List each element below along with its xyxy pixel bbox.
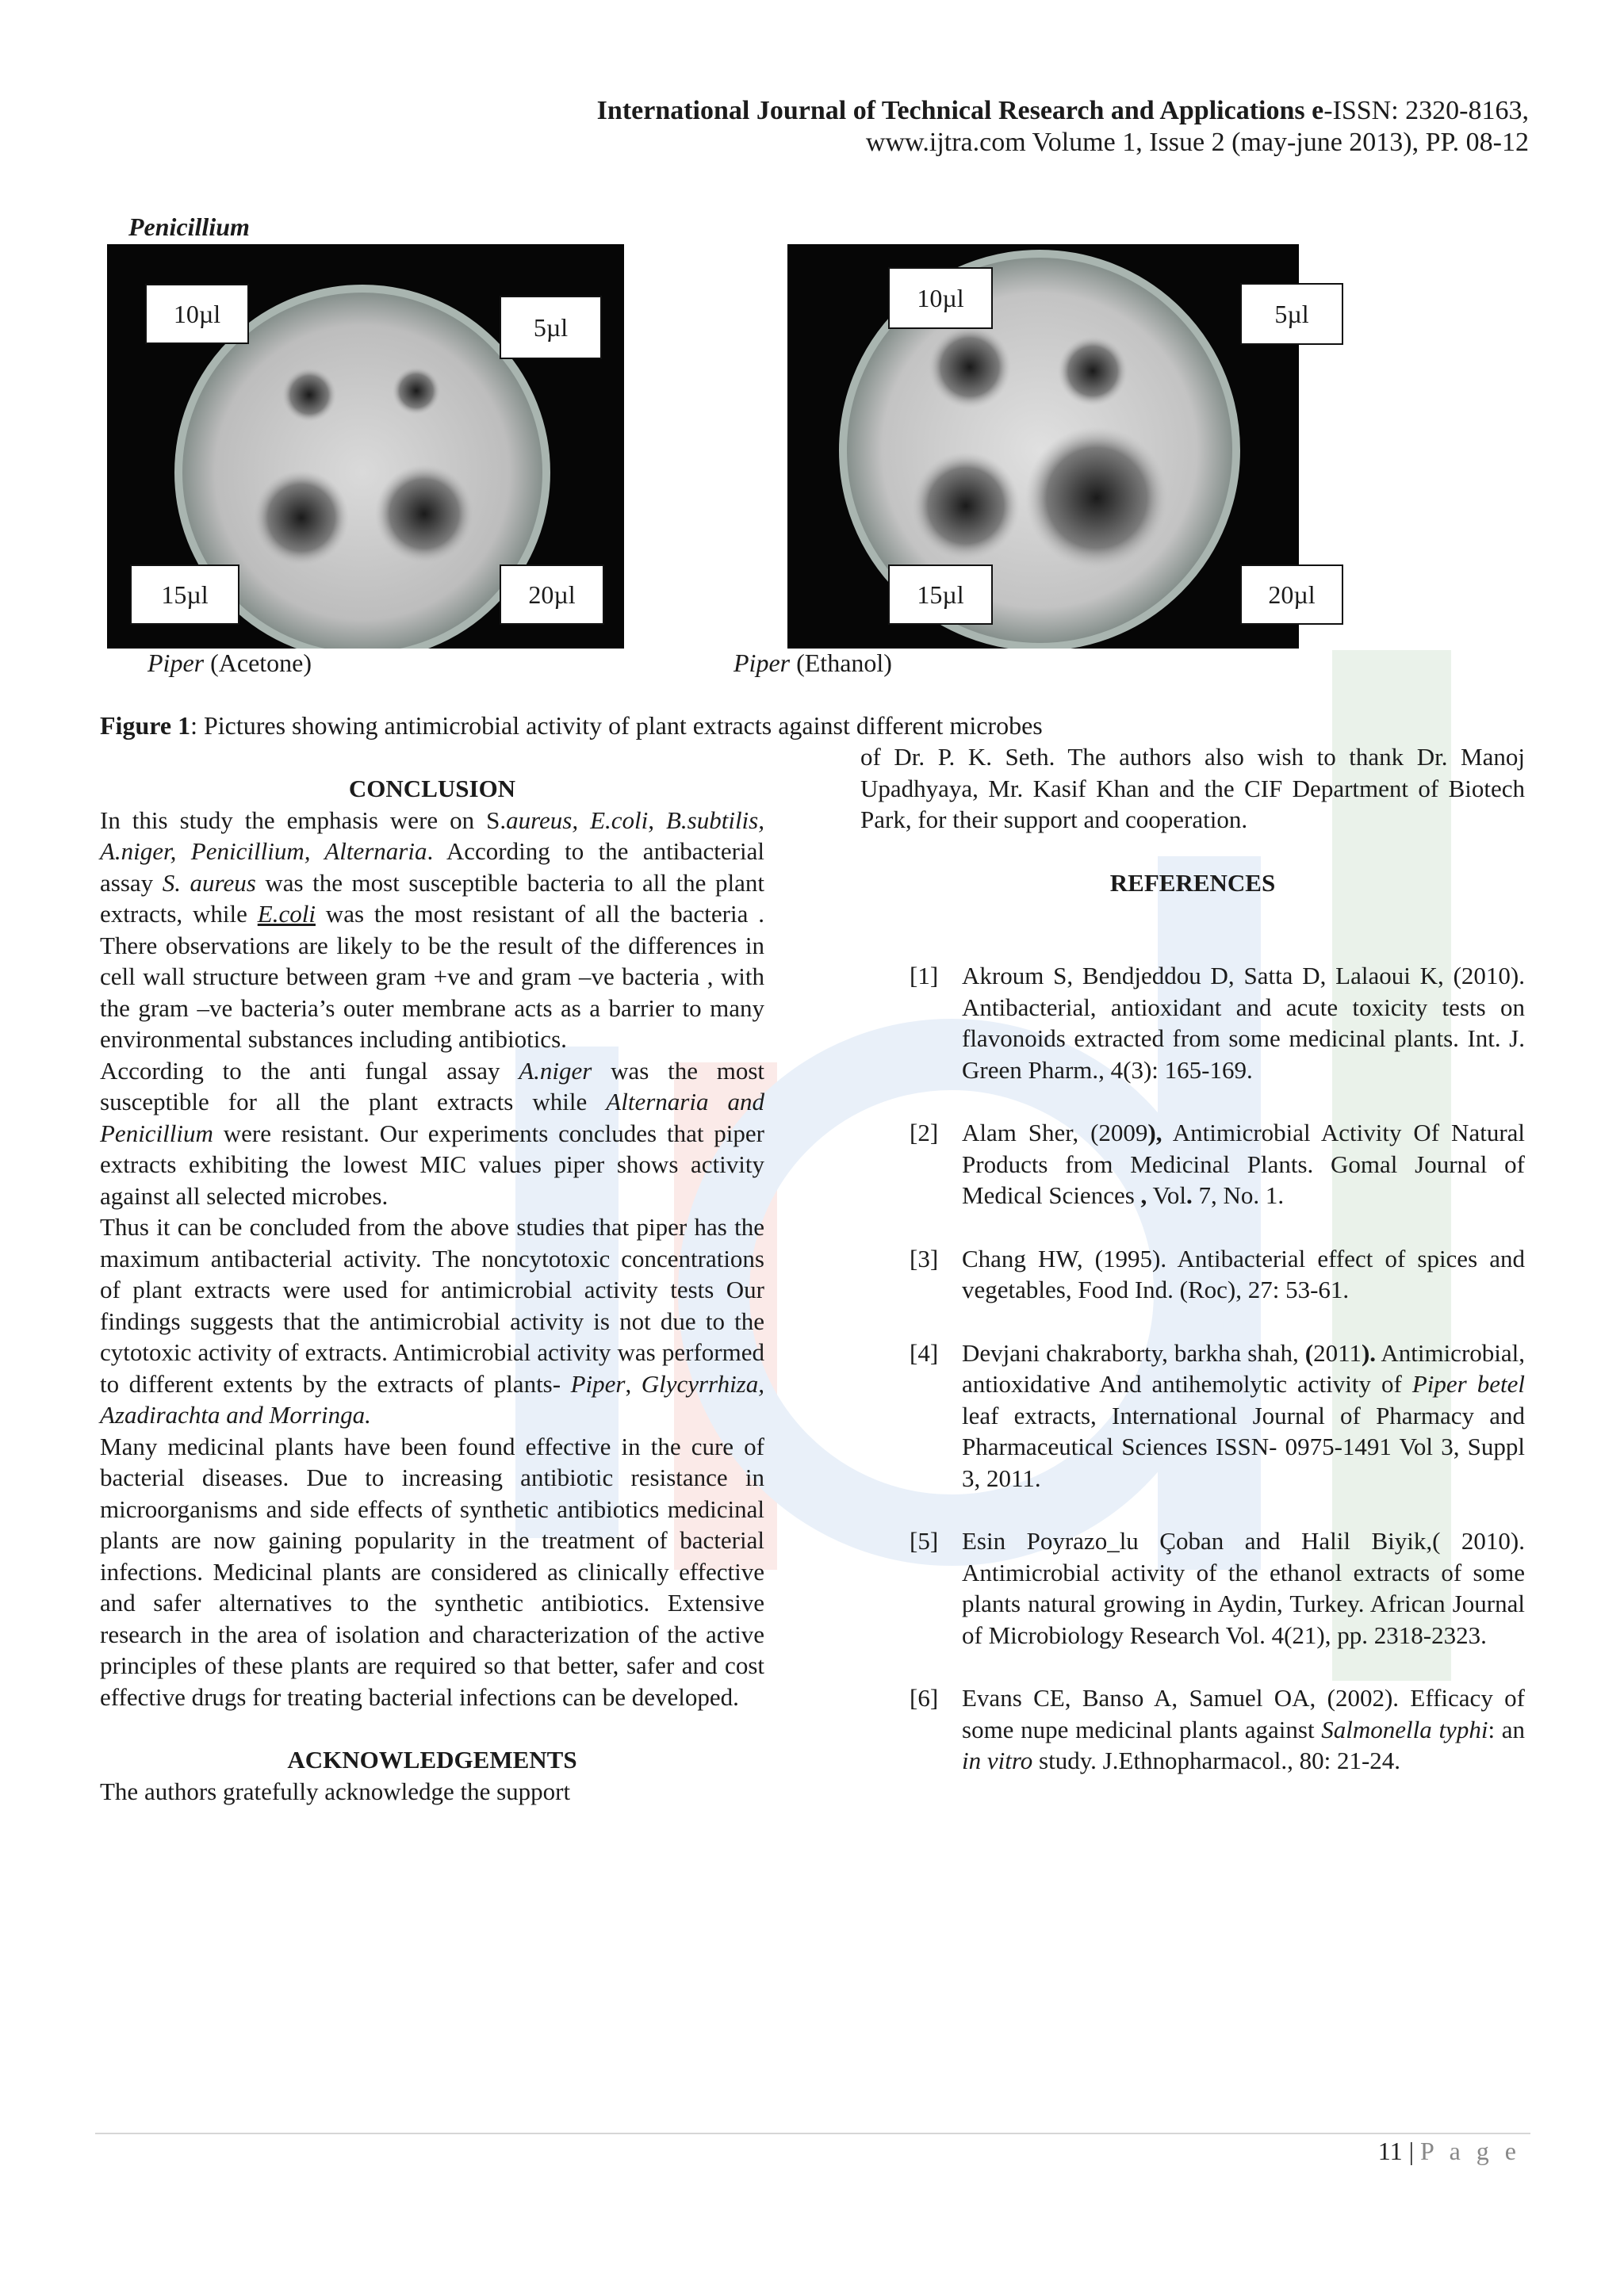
- volume-label-15ul: 15µl: [888, 564, 993, 625]
- volume-label-10ul: 10µl: [888, 267, 993, 329]
- reference-item: [860, 1243, 1525, 1306]
- reference-number: [5]: [910, 1527, 939, 1555]
- page-footer: 11 | P a g e: [1377, 2137, 1521, 2165]
- reference-text: Alam Sher, (2009), Antimicrobial Activity Of Natural Products from Medicinal Plants. Gomal Journal of Medical Sciences , Vol. 7, No. 1.: [962, 1119, 1526, 1209]
- volume-label-15ul: 15µl: [130, 564, 239, 625]
- reference-item: [860, 1682, 1525, 1777]
- reference-text: Esin Poyrazo_lu Çoban and Halil Biyik,( 2010). Antimicrobial activity of the ethanol extracts of some plants natural growing in Aydin, Turkey. African Journal of Microbiology Research Vol. 4(21), pp. 2318-2323.: [962, 1527, 1525, 1649]
- reference-number: [3]: [910, 1244, 939, 1272]
- volume-label-5ul: 5µl: [500, 296, 602, 359]
- reference-number: [2]: [910, 1119, 939, 1146]
- acknowledgements-heading: ACKNOWLEDGEMENTS: [287, 1746, 577, 1774]
- figure-row-label: Penicillium: [128, 212, 250, 241]
- conclusion-paragraph: Many medicinal plants have been found effective in the cure of bacterial diseases. Due to increasing antibiotic resistance in microorganisms and side effects of synthetic antibiotics medicinal plants are now gaining popularity in the treatment of bacterial infections. Medicinal plants are considered as clinically effective and safer alternatives to the synthetic antibiotics. Extensive research in the area of isolation and characterization of the active principles of these plants are required so that better, safer and cost effective drugs for treating bacterial infections can be developed.: [100, 1432, 764, 1711]
- volume-label-20ul: 20µl: [500, 564, 604, 625]
- volume-label-20ul: 20µl: [1240, 564, 1343, 625]
- page-word: P a g e: [1419, 2137, 1521, 2165]
- footer-divider: [95, 2133, 1530, 2134]
- reference-number: [1]: [910, 962, 939, 989]
- journal-title: International Journal of Technical Research and Applications e: [596, 96, 1324, 125]
- reference-text: Akroum S, Bendjeddou D, Satta D, Lalaoui K, (2010). Antibacterial, antioxidant and acute toxicity tests on flavonoids extracted from some medicinal plants. Int. J. Green Pharm., 4(3): 165-169.: [962, 962, 1525, 1084]
- journal-header: [597, 95, 1529, 159]
- acknowledgements-text-continued: of Dr. P. K. Seth. The authors also wish to thank Dr. Manoj Upadhyaya, Mr. Kasif Khan and the CIF Department of Biotech Park, for their support and cooperation.: [860, 743, 1525, 833]
- conclusion-paragraph: According to the anti fungal assay A.niger was the most susceptible for all the plant extracts while Alternaria and Penicillium were resistant. Our experiments concludes that piper extracts exhibiting the lowest MIC values piper shows activity against all selected microbes.: [100, 1056, 764, 1210]
- reference-item: [860, 960, 1525, 1085]
- petri-dish-illustration: [787, 244, 1299, 649]
- conclusion-paragraph: Thus it can be concluded from the above studies that piper has the maximum antibacterial activity. The noncytotoxic concentrations of plant extracts were used for antimicrobial activity tests Our findings suggests that the antimicrobial activity is not due to the cytotoxic activity of extracts. Antimicrobial activity was performed to different extents by the extracts of plants- Piper, Glycyrrhiza, Azadirachta and Morringa.: [100, 1213, 764, 1429]
- volume-label-10ul: 10µl: [145, 284, 249, 344]
- conclusion-heading: CONCLUSION: [348, 775, 516, 802]
- volume-label-5ul: 5µl: [1240, 283, 1343, 345]
- reference-text: Devjani chakraborty, barkha shah, (2011). Antimicrobial, antioxidative And antihemolytic activity of Piper betel leaf extracts, International Journal of Pharmacy and Pharmaceutical Sciences ISSN- 0975-1491 Vol 3, Suppl 3, 2011.: [962, 1338, 1525, 1492]
- figure-caption: Figure 1: Pictures showing antimicrobial activity of plant extracts against different microbes: [100, 711, 1043, 740]
- reference-text: Chang HW, (1995). Antibacterial effect of spices and vegetables, Food Ind. (Roc), 27: 53-61.: [962, 1244, 1525, 1303]
- references-heading: REFERENCES: [1109, 868, 1276, 897]
- acknowledgements-text-start: The authors gratefully acknowledge the support: [100, 1777, 571, 1805]
- subcaption-acetone: Piper (Acetone): [147, 649, 312, 677]
- journal-issn: -ISSN: 2320-8163,: [1323, 96, 1529, 125]
- subcaption-ethanol: Piper (Ethanol): [733, 649, 892, 677]
- petri-dish-photo-ethanol: [787, 244, 1299, 649]
- left-column: [100, 773, 764, 1807]
- reference-list: [860, 960, 1525, 1777]
- reference-number: [4]: [910, 1338, 939, 1367]
- page-number: 11: [1377, 2137, 1403, 2165]
- reference-text: Evans CE, Banso A, Samuel OA, (2002). Efficacy of some nupe medicinal plants against Salmonella typhi: an in vitro study. J.Ethnopharmacol., 80: 21-24.: [962, 1684, 1526, 1774]
- reference-number: [6]: [910, 1684, 939, 1712]
- reference-item: [860, 1525, 1525, 1651]
- journal-issue-line: www.ijtra.com Volume 1, Issue 2 (may-june 2013), PP. 08-12: [865, 128, 1529, 157]
- right-column: [860, 741, 1525, 1808]
- reference-item: [860, 1117, 1525, 1211]
- reference-item: [860, 1337, 1525, 1494]
- conclusion-paragraph: In this study the emphasis were on S.aureus, E.coli, B.subtilis, A.niger, Penicillium, Alternaria. According to the antibacterial assay S. aureus was the most susceptible bacteria to all the plant extracts, while E.coli was the most resistant of all the bacteria . There observations are likely to be the result of the differences in cell wall structure between gram +ve and gram –ve bacteria , with the gram –ve bacteria’s outer membrane acts as a barrier to many environmental substances including antibiotics.: [100, 806, 764, 1053]
